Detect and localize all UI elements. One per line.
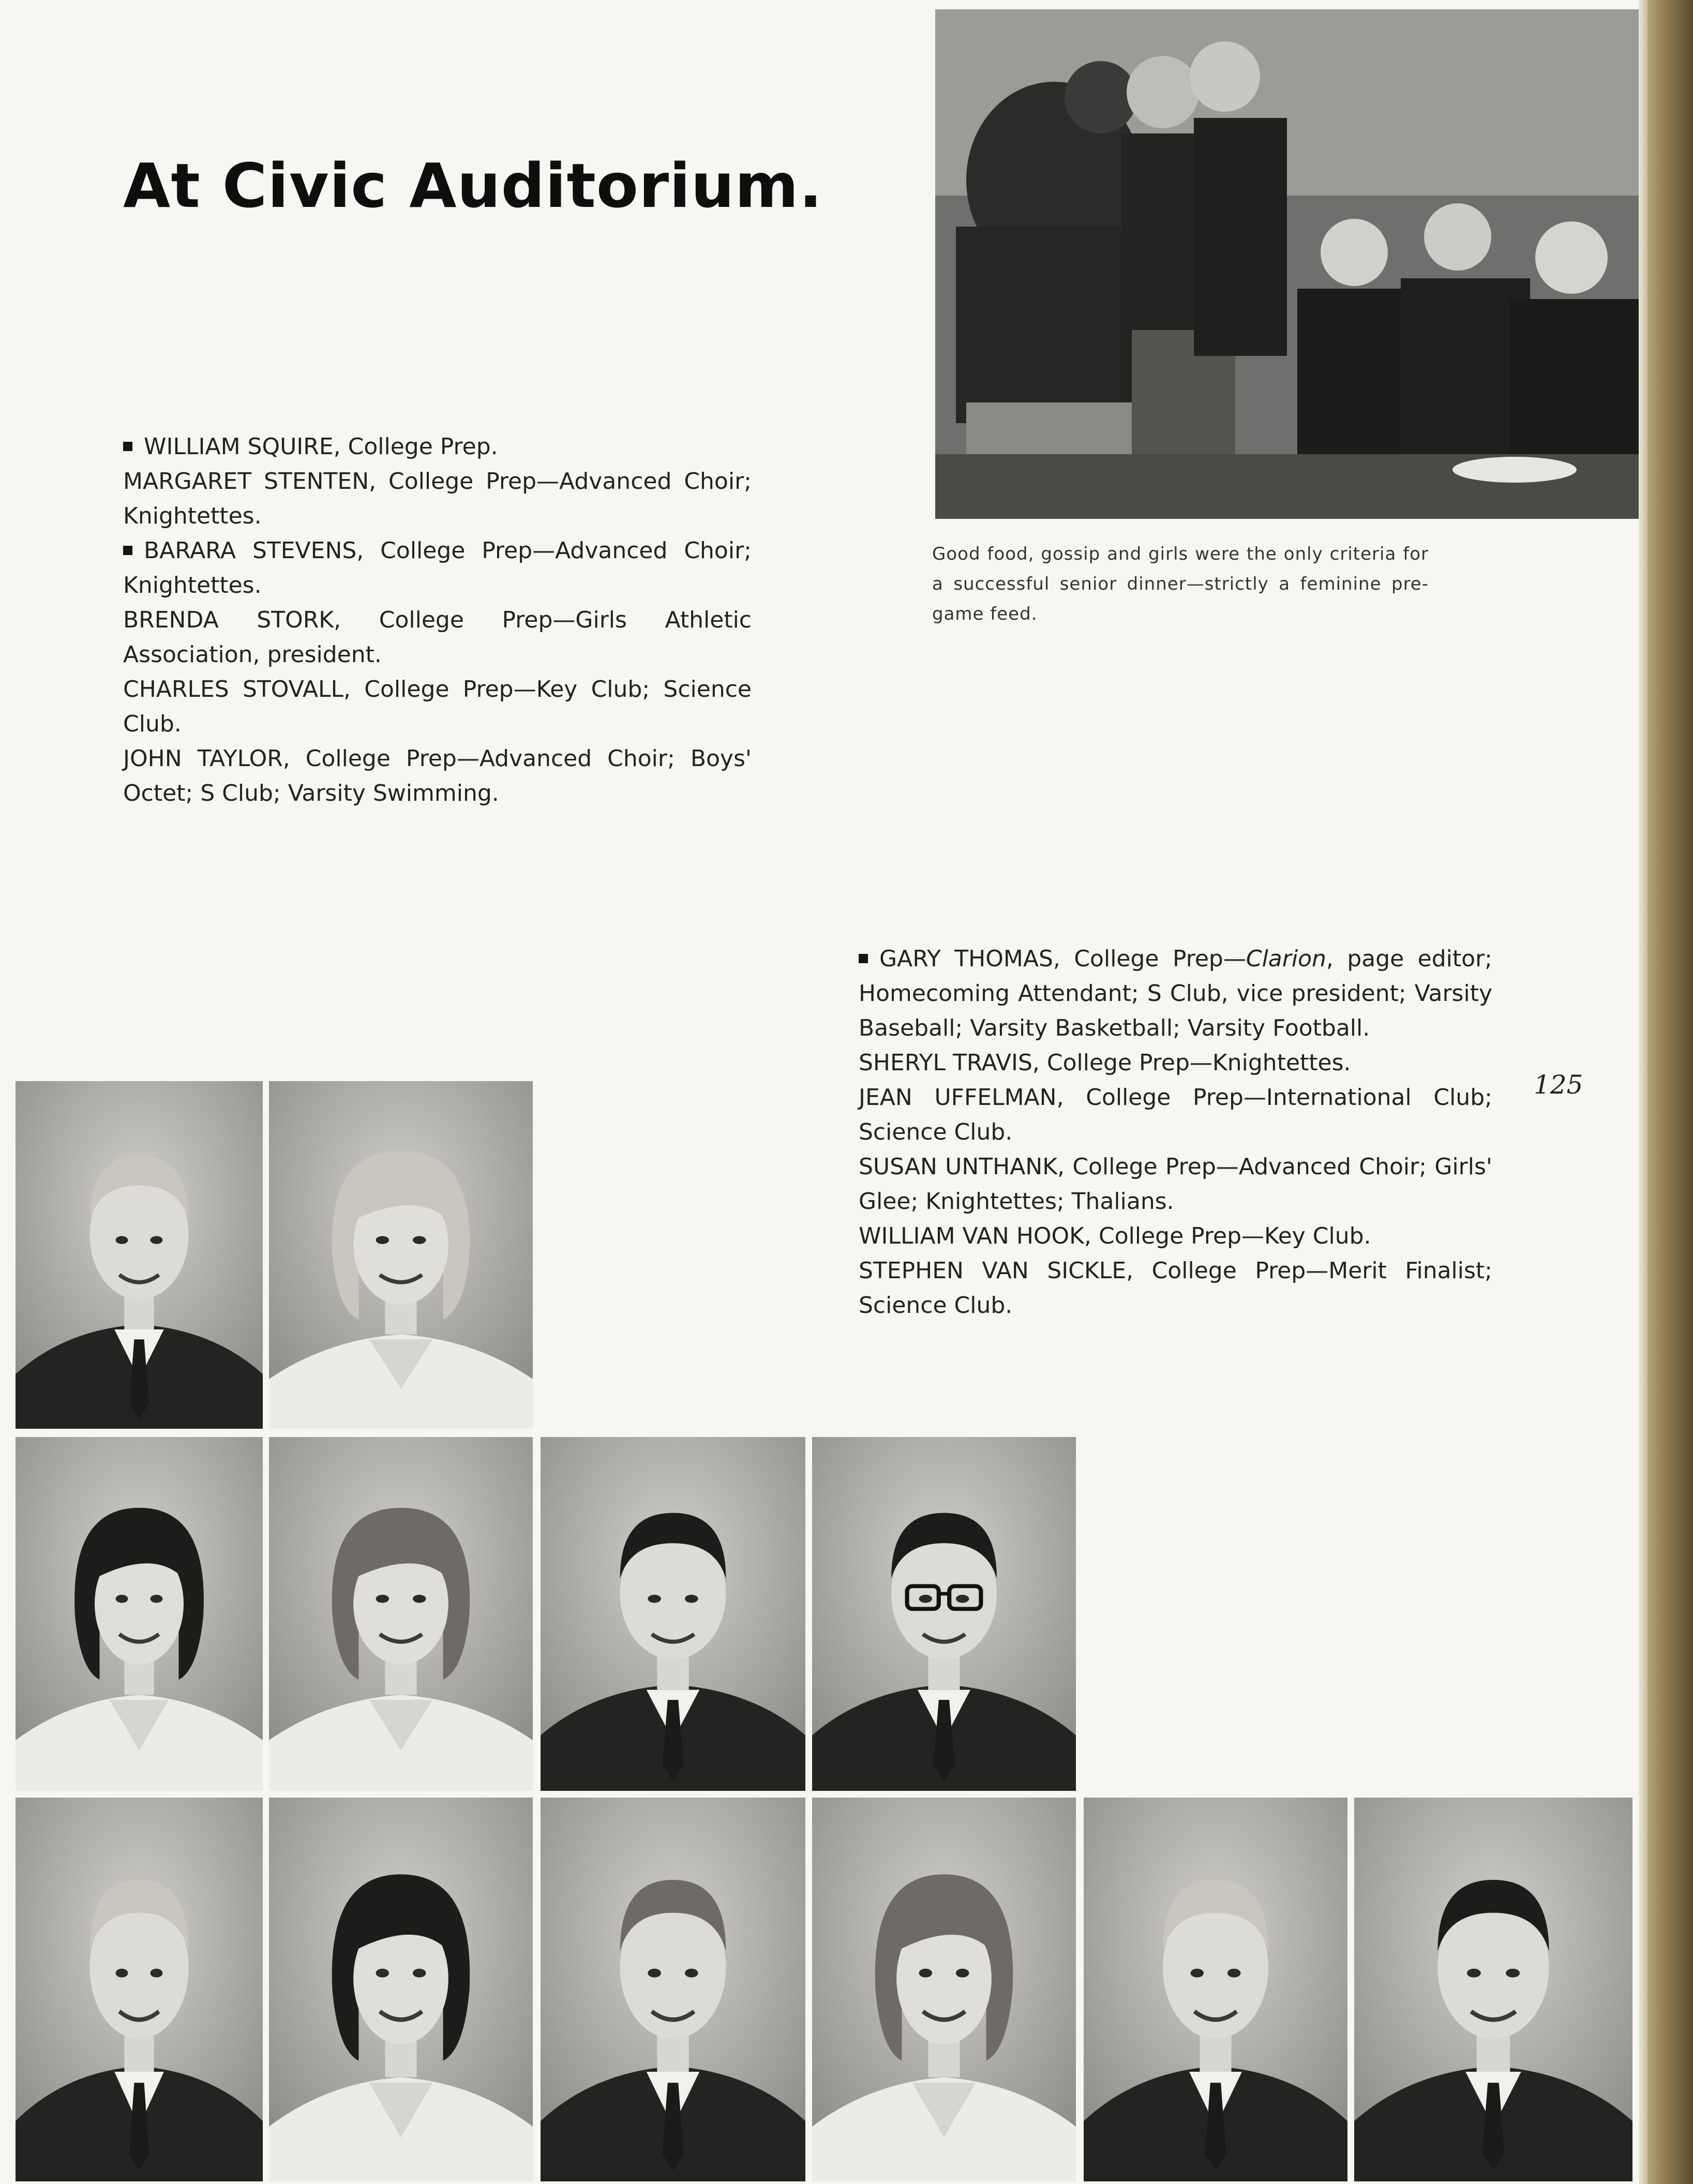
bio-entry: BARARA STEVENS, College Prep—Advanced Choir; Knightettes. — [123, 537, 752, 599]
student-portrait — [541, 1798, 805, 2181]
student-portrait — [812, 1798, 1076, 2181]
student-portrait — [541, 1437, 805, 1791]
bio-entry: STEPHEN VAN SICKLE, College Prep—Merit Finalist; Science Club. — [859, 1258, 1492, 1319]
bullet-square-icon — [123, 546, 132, 555]
bio-entry: WILLIAM VAN HOOK, College Prep—Key Club. — [859, 1223, 1371, 1249]
photo-caption: Good food, gossip and girls were the only criteria for a successful senior dinner—strictly a feminine pre-game feed. — [932, 544, 1429, 624]
bio-column-right — [859, 941, 1492, 1323]
page-number: 125 — [1534, 1070, 1583, 1100]
student-portrait — [1354, 1798, 1632, 2181]
page-edge — [1639, 0, 1647, 2184]
page-title: At Civic Auditorium. — [123, 150, 823, 221]
student-portrait — [269, 1798, 533, 2181]
bio-entry: WILLIAM SQUIRE, College Prep. — [123, 429, 752, 464]
bio-entry: CHARLES STOVALL, College Prep—Key Club; Science Club. — [123, 676, 752, 737]
bullet-square-icon — [859, 954, 868, 963]
bio-entry: SHERYL TRAVIS, College Prep—Knightettes. — [859, 1050, 1351, 1076]
student-portrait — [269, 1437, 533, 1791]
bio-entry: GARY THOMAS, College Prep—Clarion, page editor; Homecoming Attendant; S Club, vice president; Varsity Baseball; Varsity Basketball; Varsity Football. — [859, 946, 1492, 1041]
student-portrait — [16, 1798, 263, 2181]
book-spine — [1647, 0, 1693, 2184]
bio-entry: JOHN TAYLOR, College Prep—Advanced Choir; Boys' Octet; S Club; Varsity Swimming. — [123, 745, 752, 806]
bio-column-left — [123, 429, 752, 811]
bio-entry: MARGARET STENTEN, College Prep—Advanced Choir; Knightettes. — [123, 468, 752, 529]
student-portrait — [16, 1081, 263, 1429]
bio-entry: JEAN UFFELMAN, College Prep—International Club; Science Club. — [859, 1084, 1492, 1145]
bio-entry: BRENDA STORK, College Prep—Girls Athletic Association, president. — [123, 607, 752, 668]
bullet-square-icon — [123, 442, 132, 451]
student-portrait — [1084, 1798, 1347, 2181]
student-portrait — [16, 1437, 263, 1791]
student-portrait — [269, 1081, 533, 1429]
bio-entry: SUSAN UNTHANK, College Prep—Advanced Choir; Girls' Glee; Knightettes; Thalians. — [859, 1154, 1492, 1215]
senior-dinner-photo — [935, 9, 1639, 519]
student-portrait — [812, 1437, 1076, 1791]
